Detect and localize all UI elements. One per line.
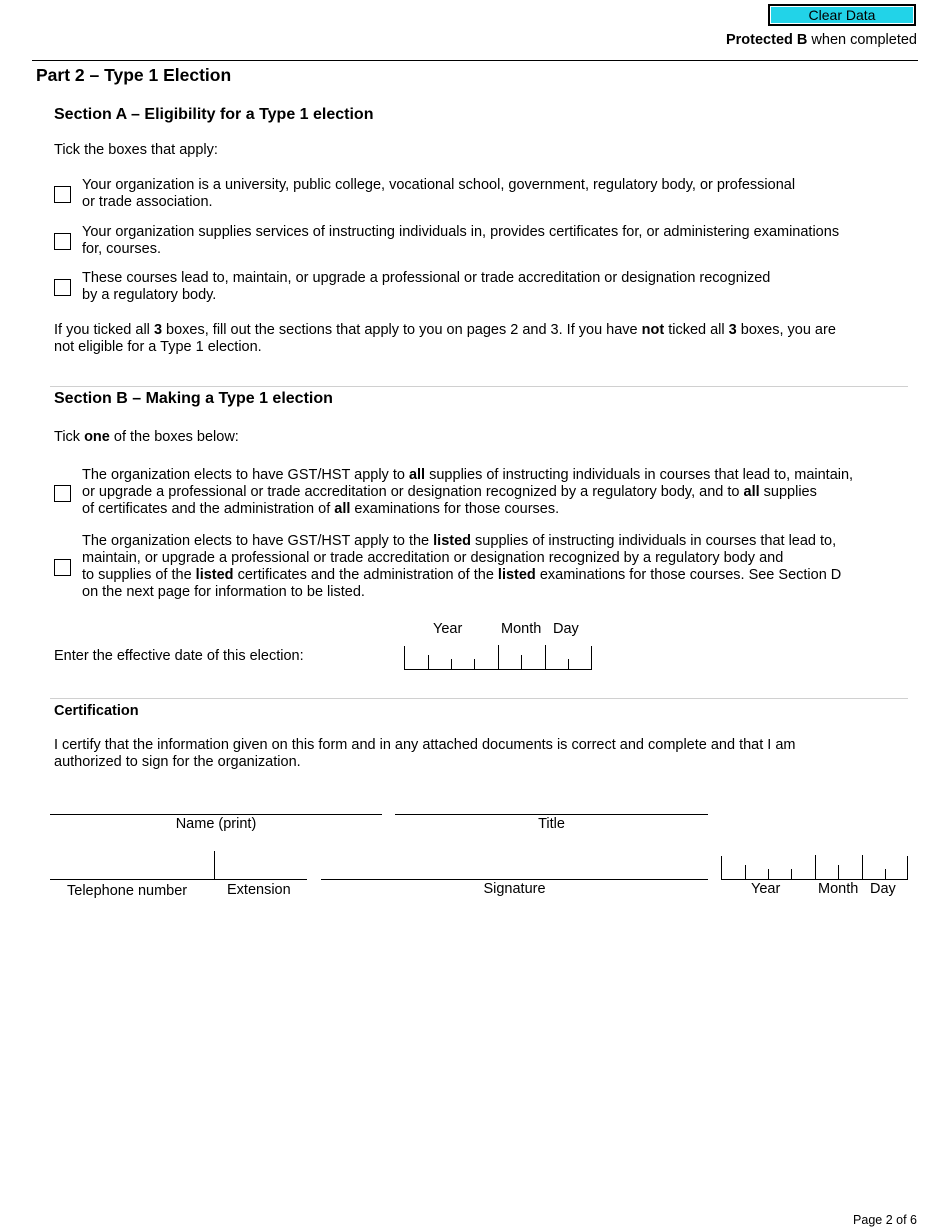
section-a-note xyxy=(54,322,914,356)
effective-date-year-label: Year xyxy=(433,621,463,637)
opt1-text-i: examinations for those courses. xyxy=(350,501,560,517)
effective-date-month-label: Month xyxy=(501,621,542,637)
opt2-bold-f: listed xyxy=(195,567,234,583)
signature-field[interactable] xyxy=(321,879,708,880)
eligibility-option-2-line1: Your organization supplies services of instructing individuals in, provides certificates for, or administering examinations xyxy=(82,224,840,240)
eligibility-option-3-line1: These courses lead to, maintain, or upgrade a professional or trade accreditation or designation recognized xyxy=(82,270,771,286)
clear-data-button[interactable]: Clear Data xyxy=(768,4,916,26)
extension-divider xyxy=(214,851,215,879)
opt2-text-d: maintain, or upgrade a professional or trade accreditation or designation recognized by a regulatory body and xyxy=(82,550,784,566)
effective-date-label: Enter the effective date of this election: xyxy=(54,648,304,664)
header-divider xyxy=(32,60,918,61)
opt1-text-a: The organization elects to have GST/HST apply to xyxy=(82,467,409,483)
opt2-text-g: certificates and the administration of the xyxy=(233,567,498,583)
eligibility-option-1 xyxy=(82,177,912,211)
note-text-1: If you ticked all xyxy=(54,322,154,338)
page-number: Page 2 of 6 xyxy=(853,1213,917,1227)
eligibility-option-1-line2: or trade association. xyxy=(82,194,213,210)
opt2-text-j: on the next page for information to be listed. xyxy=(82,584,365,600)
election-listed-checkbox[interactable] xyxy=(54,559,71,576)
name-field[interactable] xyxy=(50,814,382,815)
election-listed-option xyxy=(82,533,912,601)
section-divider-a-b xyxy=(50,386,908,387)
opt1-bold-b: all xyxy=(408,467,426,483)
election-all-checkbox[interactable] xyxy=(54,485,71,502)
signature-date-day-label: Day xyxy=(870,881,896,897)
eligibility-checkbox-1[interactable] xyxy=(54,186,71,203)
election-all-option xyxy=(82,467,912,518)
opt1-text-g: of certificates and the administration of xyxy=(82,501,335,517)
opt2-text-c: supplies of instructing individuals in courses that lead to, xyxy=(471,533,837,549)
title-field[interactable] xyxy=(395,814,708,815)
protected-b-label: Protected B xyxy=(725,32,808,48)
effective-date-input[interactable] xyxy=(404,646,592,670)
section-a-instruction: Tick the boxes that apply: xyxy=(54,142,218,158)
section-b-instruction xyxy=(54,429,914,446)
instruction-pre: Tick xyxy=(54,429,85,445)
certification-text xyxy=(54,737,914,771)
part-title: Part 2 – Type 1 Election xyxy=(36,65,232,85)
signature-date-input[interactable] xyxy=(721,856,908,880)
opt2-text-a: The organization elects to have GST/HST apply to the xyxy=(82,533,434,549)
note-bold-1: 3 xyxy=(153,322,163,338)
eligibility-option-2-line2: for, courses. xyxy=(82,241,161,257)
section-a-title: Section A – Eligibility for a Type 1 election xyxy=(54,106,374,123)
signature-date-year-label: Year xyxy=(751,881,781,897)
opt2-text-e: to supplies of the xyxy=(82,567,196,583)
opt2-bold-h: listed xyxy=(497,567,536,583)
opt1-text-f: supplies xyxy=(759,484,817,500)
signature-date-month-label: Month xyxy=(818,881,859,897)
note-text-2: boxes, fill out the sections that apply to you on pages 2 and 3. If you have xyxy=(162,322,642,338)
opt2-bold-b: listed xyxy=(433,533,472,549)
eligibility-option-1-line1: Your organization is a university, public college, vocational school, government, regulatory body, or professional xyxy=(82,177,796,193)
eligibility-option-2 xyxy=(82,224,912,258)
note-text-3: ticked all xyxy=(664,322,729,338)
note-bold-2: not xyxy=(641,322,665,338)
extension-label: Extension xyxy=(227,882,291,898)
eligibility-option-3-line2: by a regulatory body. xyxy=(82,287,217,303)
opt1-bold-e: all xyxy=(743,484,760,500)
telephone-field[interactable] xyxy=(50,879,307,880)
section-divider-b-cert xyxy=(50,698,908,699)
protected-b-suffix: when completed xyxy=(807,32,917,48)
certification-title: Certification xyxy=(54,703,139,719)
opt1-bold-h: all xyxy=(334,501,351,517)
signature-label: Signature xyxy=(483,881,546,897)
opt1-text-c: supplies of instructing individuals in courses that lead to, maintain, xyxy=(425,467,854,483)
note-bold-3: 3 xyxy=(728,322,737,338)
note-text-4: boxes, you are xyxy=(736,322,836,338)
certification-text-line1: I certify that the information given on this form and in any attached documents is correct and complete and that I am xyxy=(54,737,796,753)
opt1-text-d: or upgrade a professional or trade accreditation or designation recognized by a regulatory body, and to xyxy=(82,484,744,500)
protected-b-notice xyxy=(726,32,917,48)
effective-date-day-label: Day xyxy=(553,621,579,637)
name-label: Name (print) xyxy=(175,816,257,832)
note-line-2: not eligible for a Type 1 election. xyxy=(54,339,262,355)
section-b-title: Section B – Making a Type 1 election xyxy=(54,390,333,407)
instruction-bold: one xyxy=(84,429,110,445)
title-label: Title xyxy=(538,816,565,832)
opt2-text-i: examinations for those courses. See Section D xyxy=(535,567,842,583)
certification-text-line2: authorized to sign for the organization. xyxy=(54,754,301,770)
eligibility-checkbox-2[interactable] xyxy=(54,233,71,250)
eligibility-checkbox-3[interactable] xyxy=(54,279,71,296)
telephone-label: Telephone number xyxy=(67,883,188,899)
instruction-post: of the boxes below: xyxy=(109,429,239,445)
eligibility-option-3 xyxy=(82,270,912,304)
